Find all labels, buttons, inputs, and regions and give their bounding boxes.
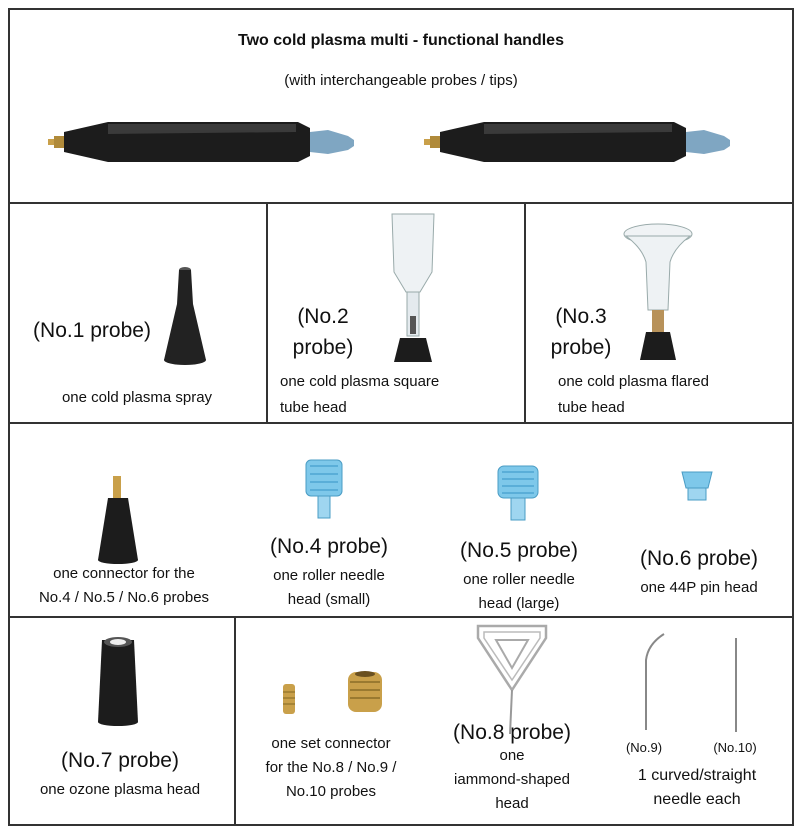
probe-7-desc: one ozone plasma head	[39, 781, 201, 798]
header-title: Two cold plasma multi - functional handles	[238, 32, 564, 49]
probe-10-label: (No.10)	[713, 740, 757, 755]
needle-straight-image	[730, 636, 742, 736]
probe-2-desc-line1: one cold plasma square	[280, 373, 440, 390]
probe-3-label-line2: probe)	[550, 336, 612, 359]
probe-7-image	[94, 634, 142, 728]
plasma-handle-left	[48, 118, 358, 168]
set-connector-desc-line3: No.10 probes	[285, 783, 377, 800]
connector-desc-line2: No.4 / No.5 / No.6 probes	[38, 589, 210, 606]
probe-1-desc: one cold plasma spray	[61, 389, 213, 406]
probe-4-desc-line2: head (small)	[287, 591, 371, 608]
probe-1-image	[160, 264, 210, 368]
probe-8-desc-line3: head	[495, 795, 529, 812]
plasma-handle-right	[424, 118, 734, 168]
probe-6-label: (No.6 probe)	[640, 547, 758, 570]
connector-image	[96, 474, 140, 566]
probe-4-label: (No.4 probe)	[270, 535, 388, 558]
connector-desc-line1: one connector for the	[53, 565, 195, 582]
probe-8-desc-line2: iammond-shaped	[454, 771, 570, 788]
probe-4-image	[300, 456, 348, 522]
needle-curved-image	[638, 630, 668, 734]
set-connector-desc-line2: for the No.8 / No.9 /	[265, 759, 397, 776]
probe-3-desc-line1: one cold plasma flared	[558, 373, 709, 390]
probe-6-image	[678, 468, 716, 504]
set-connector-image-large	[344, 668, 386, 716]
divider-row1	[10, 202, 792, 204]
set-connector-image-small	[278, 682, 300, 718]
probe-2-label-line1: (No.2	[297, 305, 349, 328]
probe-1-label: (No.1 probe)	[33, 319, 151, 342]
probe-7-label: (No.7 probe)	[61, 749, 179, 772]
probe-5-image	[494, 462, 542, 524]
divider-row3	[10, 616, 792, 618]
probe-4-desc-line1: one roller needle	[273, 567, 385, 584]
probe-3-desc-line2: tube head	[558, 399, 625, 416]
probe-8-desc-line1: one	[499, 747, 525, 764]
probe-5-desc-line1: one roller needle	[463, 571, 575, 588]
divider-row2	[10, 422, 792, 424]
probe-3-label-line1: (No.3	[555, 305, 607, 328]
probe-2-image	[388, 212, 438, 366]
probe-2-label-line2: probe)	[292, 336, 354, 359]
probe-6-desc: one 44P pin head	[640, 579, 758, 596]
probe-8-label: (No.8 probe)	[453, 721, 571, 744]
needle-desc-line1: 1 curved/straight	[637, 767, 757, 784]
probe-5-label: (No.5 probe)	[460, 539, 578, 562]
needle-desc-line2: needle each	[653, 791, 741, 808]
set-connector-desc-line1: one set connector	[271, 735, 391, 752]
probe-5-desc-line2: head (large)	[478, 595, 560, 612]
header-subtitle: (with interchangeable probes / tips)	[284, 72, 518, 89]
probe-2-desc-line2: tube head	[280, 399, 347, 416]
probe-9-label: (No.9)	[625, 740, 663, 755]
